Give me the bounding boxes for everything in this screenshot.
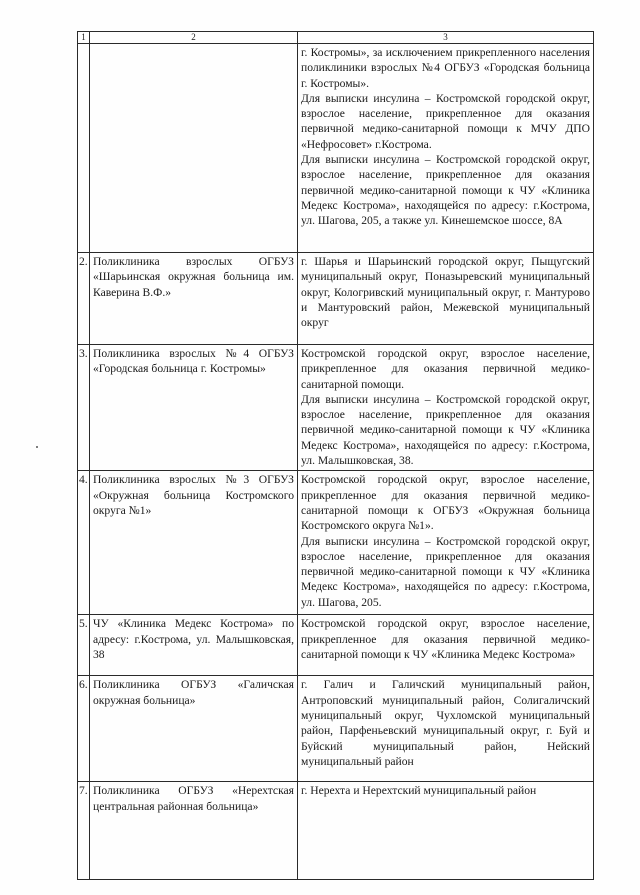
scan-speck xyxy=(36,446,38,448)
territory-paragraph: Костромской городской округ, взрослое население, прикрепленное для оказания первичной медико-санитарной помощи к ОГБУЗ «Окружная больница Костромского округа №1». xyxy=(301,473,590,533)
table-row xyxy=(78,345,594,471)
territory-description xyxy=(298,615,594,676)
clinic-name xyxy=(90,44,298,253)
territory-paragraph: г. Костромы», за исключением прикрепленного населения поликлиники взрослых №4 ОГБУЗ «Городская больница г. Костромы». xyxy=(301,46,590,90)
row-number: 4. xyxy=(78,471,90,615)
clinic-name: Поликлиника ОГБУЗ «Нерехтская центральная районная больница» xyxy=(90,782,298,880)
territory-description xyxy=(298,253,594,345)
clinic-name: Поликлиника взрослых №4 ОГБУЗ «Городская больница г. Костромы» xyxy=(90,345,298,471)
table-row xyxy=(78,676,594,782)
territory-paragraph: Для выписки инсулина – Костромской городской округ, взрослое население, прикрепленное для оказания первичной медико-санитарной помощи к МЧУ ДПО «Нефросовет» г.Кострома. xyxy=(301,91,590,151)
territory-paragraph: Для выписки инсулина – Костромской городской округ, взрослое население, прикрепленное для оказания первичной медико-санитарной помощи к ЧУ «Клиника Медекс Кострома», находящейся по адресу: г.Кострома, ул. Шагова, 205, а также ул. Кинешемское шоссе, 8А xyxy=(301,153,590,228)
territory-paragraph: г. Нерехта и Нерехтский муниципальный район xyxy=(301,784,537,798)
table-row xyxy=(78,782,594,880)
header-row xyxy=(78,32,594,44)
table-row xyxy=(78,253,594,345)
row-number: 2. xyxy=(78,253,90,345)
column-number-1: 1 xyxy=(78,32,90,44)
table-row xyxy=(78,44,594,253)
territory-paragraph: Для выписки инсулина – Костромской городской округ, взрослое население, прикрепленное для оказания первичной медико-санитарной помощи к ЧУ «Клиника Медекс Кострома», находящейся по адресу: г.Кострома, ул. Шагова, 205. xyxy=(301,534,590,609)
territory-paragraph: г. Шарья и Шарьинский городской округ, Пыщугский муниципальный округ, Поназыревский муниципальный округ, Кологривский муниципальный округ, г. Мантурово и Мантуровский район, Межевской муниципальный округ xyxy=(301,255,590,330)
territory-paragraph: Костромской городской округ, взрослое население, прикрепленное для оказания первичной медико-санитарной помощи к ЧУ «Клиника Медекс Кострома» xyxy=(301,617,590,661)
clinic-name: Поликлиника взрослых ОГБУЗ «Шарьинская окружная больница им. Каверина В.Ф.» xyxy=(90,253,298,345)
row-number: 5. xyxy=(78,615,90,676)
territory-description xyxy=(298,782,594,880)
column-number-3: 3 xyxy=(298,32,594,44)
territory-description xyxy=(298,44,594,253)
clinic-name: Поликлиника взрослых №3 ОГБУЗ «Окружная больница Костромского округа №1» xyxy=(90,471,298,615)
row-number: 7. xyxy=(78,782,90,880)
territory-description xyxy=(298,471,594,615)
column-number-2: 2 xyxy=(90,32,298,44)
clinic-name: ЧУ «Клиника Медекс Кострома» по адресу: г.Кострома, ул. Малышковская, 38 xyxy=(90,615,298,676)
table-row xyxy=(78,615,594,676)
territory-description xyxy=(298,676,594,782)
table-row xyxy=(78,471,594,615)
territory-description xyxy=(298,345,594,471)
territory-paragraph: Костромской городской округ, взрослое население, прикрепленное для оказания первичной медико-санитарной помощи. xyxy=(301,347,590,391)
territory-paragraph: г. Галич и Галичский муниципальный район, Антроповский муниципальный район, Солигаличский муниципальный округ, Чухломской муниципальный район, Парфеньевский муниципальный округ, г. Буй и Буйский муниципальный район, Нейский муниципальный район xyxy=(301,678,590,768)
clinic-table xyxy=(77,31,594,880)
row-number: 6. xyxy=(78,676,90,782)
territory-paragraph: Для выписки инсулина – Костромской городской округ, взрослое население, прикрепленное для оказания первичной медико-санитарной помощи к ЧУ «Клиника Медекс Кострома», находящейся по адресу: г.Кострома, ул. Малышковская, 38. xyxy=(301,392,590,468)
row-number xyxy=(78,44,90,253)
row-number: 3. xyxy=(78,345,90,471)
clinic-name: Поликлиника ОГБУЗ «Галичская окружная больница» xyxy=(90,676,298,782)
